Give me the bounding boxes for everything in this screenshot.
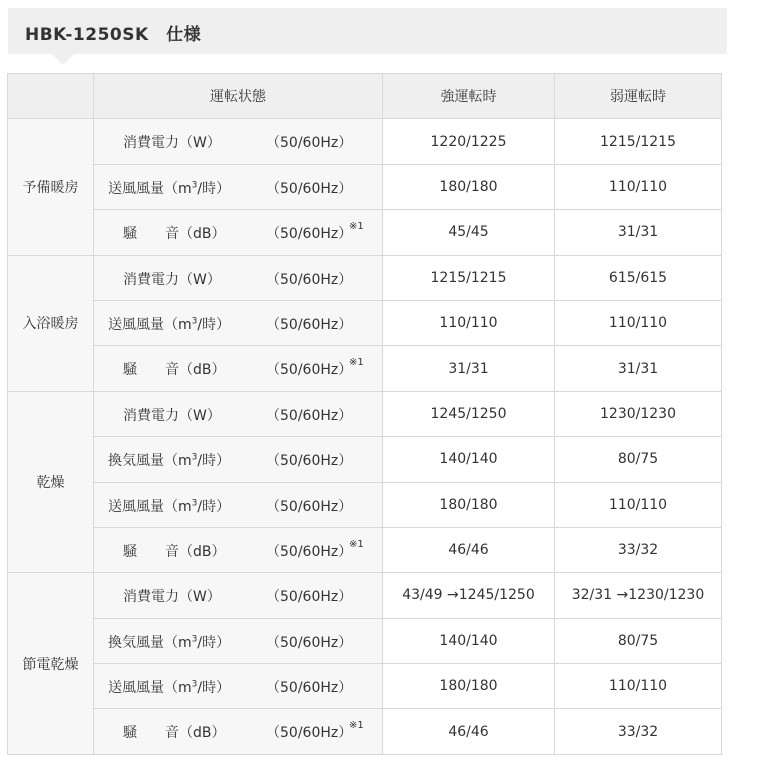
strong-value: 1220/1225 xyxy=(383,119,555,164)
item-cell-vent-flow xyxy=(94,164,383,209)
hz-label: （50/60Hz） xyxy=(266,453,353,470)
hz-label: （50/60Hz） xyxy=(266,316,353,333)
item-label: 消費電力（W） xyxy=(123,407,221,424)
strong-value: 110/110 xyxy=(383,300,555,345)
hz-label: （50/60Hz） xyxy=(266,680,353,697)
strong-value: 46/46 xyxy=(383,709,555,754)
weak-value: 31/31 xyxy=(555,210,722,255)
item-label: 送風風量（$m^3/$時） xyxy=(108,497,231,515)
table-row xyxy=(8,346,722,391)
item-cell-noise xyxy=(94,527,383,572)
hz-label: （50/60Hz） xyxy=(266,498,353,515)
item-label-noise-b: 音（dB） xyxy=(165,362,226,379)
mode-cell: 予備暖房 xyxy=(8,119,94,255)
strong-value: 1245/1250 xyxy=(383,391,555,436)
weak-value: 80/75 xyxy=(555,618,722,663)
strong-value: 43/49 →1245/1250 xyxy=(383,573,555,618)
item-label-noise-a: 騒 xyxy=(123,226,137,243)
item-cell-noise xyxy=(94,709,383,754)
table-row xyxy=(8,210,722,255)
spec-title-box xyxy=(8,8,727,54)
item-label-noise-b: 音（dB） xyxy=(165,543,226,560)
header-weak-mode: 弱運転時 xyxy=(555,74,722,119)
item-cell-power xyxy=(94,391,383,436)
item-label: 送風風量（$m^3/$時） xyxy=(108,316,231,333)
item-label: 消費電力（W） xyxy=(123,271,221,288)
strong-value: 180/180 xyxy=(383,482,555,527)
mode-cell: 乾燥 xyxy=(8,391,94,573)
header-row xyxy=(8,74,722,119)
table-row xyxy=(8,255,722,300)
item-label: 消費電力（W） xyxy=(123,135,221,152)
mode-cell: 節電乾燥 xyxy=(8,573,94,755)
weak-value: 110/110 xyxy=(555,164,722,209)
strong-value: 140/140 xyxy=(383,437,555,482)
strong-value: 46/46 xyxy=(383,527,555,572)
strong-value: 31/31 xyxy=(383,346,555,391)
hz-label: （50/60Hz） xyxy=(266,226,353,243)
header-strong-mode: 強運転時 xyxy=(383,74,555,119)
weak-value: 615/615 xyxy=(555,255,722,300)
item-label-noise-b: 音（dB） xyxy=(165,226,226,243)
item-label-noise-a: 騒 xyxy=(123,725,137,742)
table-row xyxy=(8,527,722,572)
header-operating-state: 運転状態 xyxy=(94,74,383,119)
item-label: 送風風量（$m^3/$時） xyxy=(108,679,231,697)
hz-label: （50/60Hz） xyxy=(266,725,353,742)
item-label: 送風風量（$m^3/$時） xyxy=(108,180,231,197)
item-label: 消費電力（W） xyxy=(123,589,221,606)
weak-value: 1230/1230 xyxy=(555,391,722,436)
table-row xyxy=(8,618,722,663)
strong-value: 180/180 xyxy=(383,664,555,709)
title-pointer xyxy=(52,54,74,65)
item-label-noise-a: 騒 xyxy=(123,362,137,379)
footnote-mark: ※1 xyxy=(349,720,364,732)
strong-value: 140/140 xyxy=(383,618,555,663)
item-cell-exhaust-flow xyxy=(94,437,383,482)
weak-value: 33/32 xyxy=(555,527,722,572)
table-row xyxy=(8,573,722,618)
hz-label: （50/60Hz） xyxy=(266,407,353,424)
weak-value: 33/32 xyxy=(555,709,722,754)
weak-value: 32/31 →1230/1230 xyxy=(555,573,722,618)
table-row xyxy=(8,300,722,345)
item-cell-power xyxy=(94,573,383,618)
strong-value: 45/45 xyxy=(383,210,555,255)
hz-label: （50/60Hz） xyxy=(266,180,353,197)
item-cell-noise xyxy=(94,346,383,391)
hz-label: （50/60Hz） xyxy=(266,543,353,560)
table-row xyxy=(8,482,722,527)
item-cell-power xyxy=(94,119,383,164)
hz-label: （50/60Hz） xyxy=(266,634,353,651)
weak-value: 110/110 xyxy=(555,300,722,345)
item-cell-vent-flow xyxy=(94,482,383,527)
weak-value: 1215/1215 xyxy=(555,119,722,164)
table-row xyxy=(8,437,722,482)
header-corner xyxy=(8,74,94,119)
weak-value: 110/110 xyxy=(555,482,722,527)
item-cell-noise xyxy=(94,210,383,255)
weak-value: 110/110 xyxy=(555,664,722,709)
spec-table xyxy=(7,73,722,755)
footnote-mark: ※1 xyxy=(349,357,364,369)
footnote-mark: ※1 xyxy=(349,221,364,233)
hz-label: （50/60Hz） xyxy=(266,589,353,606)
footnote-mark: ※1 xyxy=(349,538,364,550)
table-row xyxy=(8,664,722,709)
item-label-noise-a: 騒 xyxy=(123,543,137,560)
weak-value: 80/75 xyxy=(555,437,722,482)
table-row xyxy=(8,709,722,754)
item-label-noise-b: 音（dB） xyxy=(165,725,226,742)
mode-cell: 入浴暖房 xyxy=(8,255,94,391)
page-title: HBK-1250SK 仕様 xyxy=(25,25,202,45)
item-cell-vent-flow xyxy=(94,664,383,709)
hz-label: （50/60Hz） xyxy=(266,135,353,152)
strong-value: 180/180 xyxy=(383,164,555,209)
weak-value: 31/31 xyxy=(555,346,722,391)
table-row xyxy=(8,391,722,436)
table-row xyxy=(8,164,722,209)
strong-value: 1215/1215 xyxy=(383,255,555,300)
item-label: 換気風量（$m^3/$時） xyxy=(108,452,231,470)
item-cell-vent-flow xyxy=(94,300,383,345)
table-row xyxy=(8,119,722,164)
hz-label: （50/60Hz） xyxy=(266,362,353,379)
item-label: 換気風量（$m^3/$時） xyxy=(108,634,231,651)
hz-label: （50/60Hz） xyxy=(266,271,353,288)
item-cell-exhaust-flow xyxy=(94,618,383,663)
item-cell-power xyxy=(94,255,383,300)
